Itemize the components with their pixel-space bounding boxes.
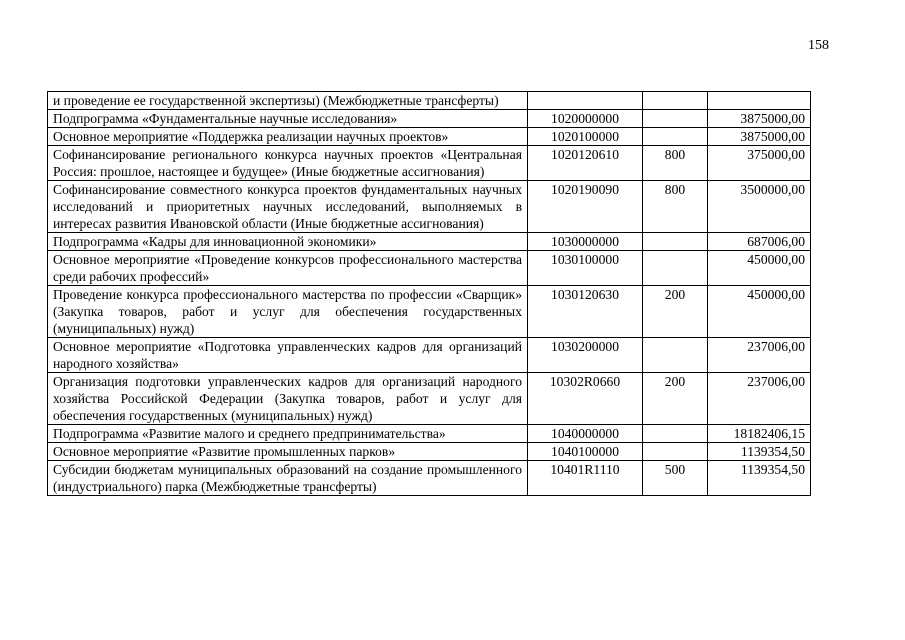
amount-cell: 18182406,15	[708, 425, 811, 443]
table-row	[48, 461, 811, 496]
amount-cell: 3875000,00	[708, 128, 811, 146]
amount-cell: 1139354,50	[708, 461, 811, 496]
target-article-code-cell: 10401R1110	[528, 461, 643, 496]
target-article-code-cell: 1030100000	[528, 251, 643, 286]
table-row	[48, 181, 811, 233]
expense-name-cell: Подпрограмма «Кадры для инновационной экономики»	[48, 233, 528, 251]
table-row	[48, 128, 811, 146]
expense-type-cell	[643, 251, 708, 286]
table-row	[48, 373, 811, 425]
table-row	[48, 443, 811, 461]
expense-type-cell: 800	[643, 181, 708, 233]
amount-cell	[708, 92, 811, 110]
expense-name-cell: Софинансирование совместного конкурса проектов фундаментальных научных исследований и приоритетных научных исследований, выполняемых в интересах развития Ивановской области (Иные бюджетные ассигнования)	[48, 181, 528, 233]
amount-cell: 237006,00	[708, 338, 811, 373]
table-row	[48, 251, 811, 286]
amount-cell: 375000,00	[708, 146, 811, 181]
expense-type-cell: 200	[643, 373, 708, 425]
expense-name-cell: Подпрограмма «Фундаментальные научные исследования»	[48, 110, 528, 128]
amount-cell: 3875000,00	[708, 110, 811, 128]
expense-name-cell: Проведение конкурса профессионального мастерства по профессии «Сварщик» (Закупка товаров, работ и услуг для обеспечения государственных (муниципальных) нужд)	[48, 286, 528, 338]
target-article-code-cell: 1040100000	[528, 443, 643, 461]
expense-name-cell: Основное мероприятие «Проведение конкурсов профессионального мастерства среди рабочих профессий»	[48, 251, 528, 286]
expense-type-cell	[643, 128, 708, 146]
target-article-code-cell: 1030120630	[528, 286, 643, 338]
target-article-code-cell: 1020120610	[528, 146, 643, 181]
target-article-code-cell: 1020190090	[528, 181, 643, 233]
expense-type-cell	[643, 233, 708, 251]
expense-name-cell: Субсидии бюджетам муниципальных образований на создание промышленного (индустриального) парка (Межбюджетные трансферты)	[48, 461, 528, 496]
target-article-code-cell: 1030200000	[528, 338, 643, 373]
budget-table	[47, 91, 811, 496]
expense-type-cell	[643, 425, 708, 443]
target-article-code-cell	[528, 92, 643, 110]
expense-type-cell	[643, 92, 708, 110]
table-row	[48, 286, 811, 338]
page-number: 158	[808, 38, 829, 53]
table-row	[48, 92, 811, 110]
target-article-code-cell: 1030000000	[528, 233, 643, 251]
expense-type-cell: 800	[643, 146, 708, 181]
table-row	[48, 425, 811, 443]
expense-name-cell: Софинансирование регионального конкурса научных проектов «Центральная Россия: прошлое, настоящее и будущее» (Иные бюджетные ассигнования)	[48, 146, 528, 181]
expense-name-cell: Подпрограмма «Развитие малого и среднего предпринимательства»	[48, 425, 528, 443]
target-article-code-cell: 1020000000	[528, 110, 643, 128]
target-article-code-cell: 10302R0660	[528, 373, 643, 425]
expense-type-cell	[643, 443, 708, 461]
amount-cell: 3500000,00	[708, 181, 811, 233]
target-article-code-cell: 1020100000	[528, 128, 643, 146]
expense-name-cell: Основное мероприятие «Развитие промышленных парков»	[48, 443, 528, 461]
amount-cell: 237006,00	[708, 373, 811, 425]
expense-name-cell: Организация подготовки управленческих кадров для организаций народного хозяйства Российской Федерации (Закупка товаров, работ и услуг для обеспечения государственных (муниципальных) нужд)	[48, 373, 528, 425]
expense-type-cell	[643, 110, 708, 128]
expense-name-cell: Основное мероприятие «Подготовка управленческих кадров для организаций народного хозяйства»	[48, 338, 528, 373]
amount-cell: 1139354,50	[708, 443, 811, 461]
table-row	[48, 146, 811, 181]
expense-type-cell	[643, 338, 708, 373]
table-row	[48, 338, 811, 373]
table-row	[48, 233, 811, 251]
expense-type-cell: 500	[643, 461, 708, 496]
table-row	[48, 110, 811, 128]
target-article-code-cell: 1040000000	[528, 425, 643, 443]
expense-name-cell: Основное мероприятие «Поддержка реализации научных проектов»	[48, 128, 528, 146]
amount-cell: 450000,00	[708, 286, 811, 338]
expense-type-cell: 200	[643, 286, 708, 338]
amount-cell: 687006,00	[708, 233, 811, 251]
budget-table-body	[48, 92, 811, 496]
expense-name-cell: и проведение ее государственной экспертизы) (Межбюджетные трансферты)	[48, 92, 528, 110]
amount-cell: 450000,00	[708, 251, 811, 286]
